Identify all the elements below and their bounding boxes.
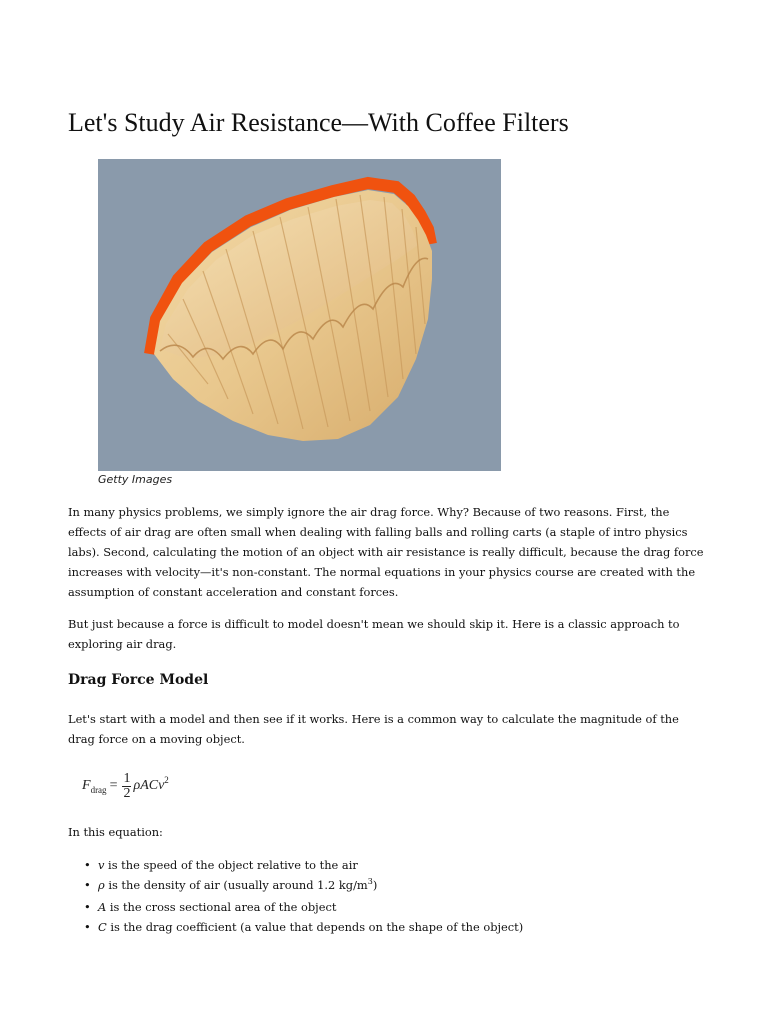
bullet-text: is the density of air (usually around 1.2 kg/m — [104, 878, 368, 892]
bullet-symbol: v — [98, 858, 105, 872]
formula-fraction — [122, 772, 131, 801]
formula-lhs-var: F — [82, 778, 91, 793]
drag-force-formula — [82, 766, 169, 806]
formula-rhs-sup: 2 — [164, 775, 169, 785]
list-item — [84, 897, 704, 917]
formula-lhs-sub: drag — [90, 785, 107, 795]
formula-denominator: 2 — [123, 785, 131, 801]
paragraph-equation-intro: In this equation: — [68, 825, 163, 839]
bullet-symbol: A — [98, 900, 107, 914]
list-item — [84, 855, 704, 875]
paragraph-intro: In many physics problems, we simply ignore the air drag force. Why? Because of two reasons. First, the effects of air drag are often small when dealing with falling balls and rolling carts (a staple of intro physics labs). Second, calculating the motion of an object with air resistance is really difficult, because the drag force increases with velocity—it's non-constant. The normal equations in your physics course are created with the assumption of constant acceleration and constant forces. — [68, 505, 704, 599]
section-heading: Drag Force Model — [68, 672, 209, 688]
coffee-filter-image — [98, 159, 501, 471]
image-caption: Getty Images — [98, 473, 173, 486]
formula-equals: = — [109, 778, 118, 793]
paragraph-model: Let's start with a model and then see if it works. Here is a common way to calculate the magnitude of the drag force on a moving object. — [68, 712, 679, 746]
bullet-text: is the speed of the object relative to the air — [104, 858, 358, 872]
bullet-text: is the drag coefficient (a value that depends on the shape of the object) — [106, 920, 524, 934]
bullet-text: is the cross sectional area of the object — [106, 900, 337, 914]
article-title: Let's Study Air Resistance—With Coffee Filters — [68, 108, 569, 137]
coffee-filter-illustration — [98, 159, 501, 471]
formula-rhs: ρACv — [133, 778, 165, 793]
bullet-sup: 3 — [367, 877, 373, 886]
variable-list — [84, 855, 704, 937]
paragraph-approach: But just because a force is difficult to model doesn't mean we should skip it. Here is a classic approach to exploring air drag. — [68, 617, 680, 651]
list-item — [84, 875, 704, 897]
bullet-tail: ) — [372, 878, 378, 892]
list-item — [84, 917, 704, 937]
bullet-symbol: C — [98, 920, 107, 934]
bullet-symbol: ρ — [98, 878, 105, 892]
formula-numerator: 1 — [123, 770, 131, 786]
